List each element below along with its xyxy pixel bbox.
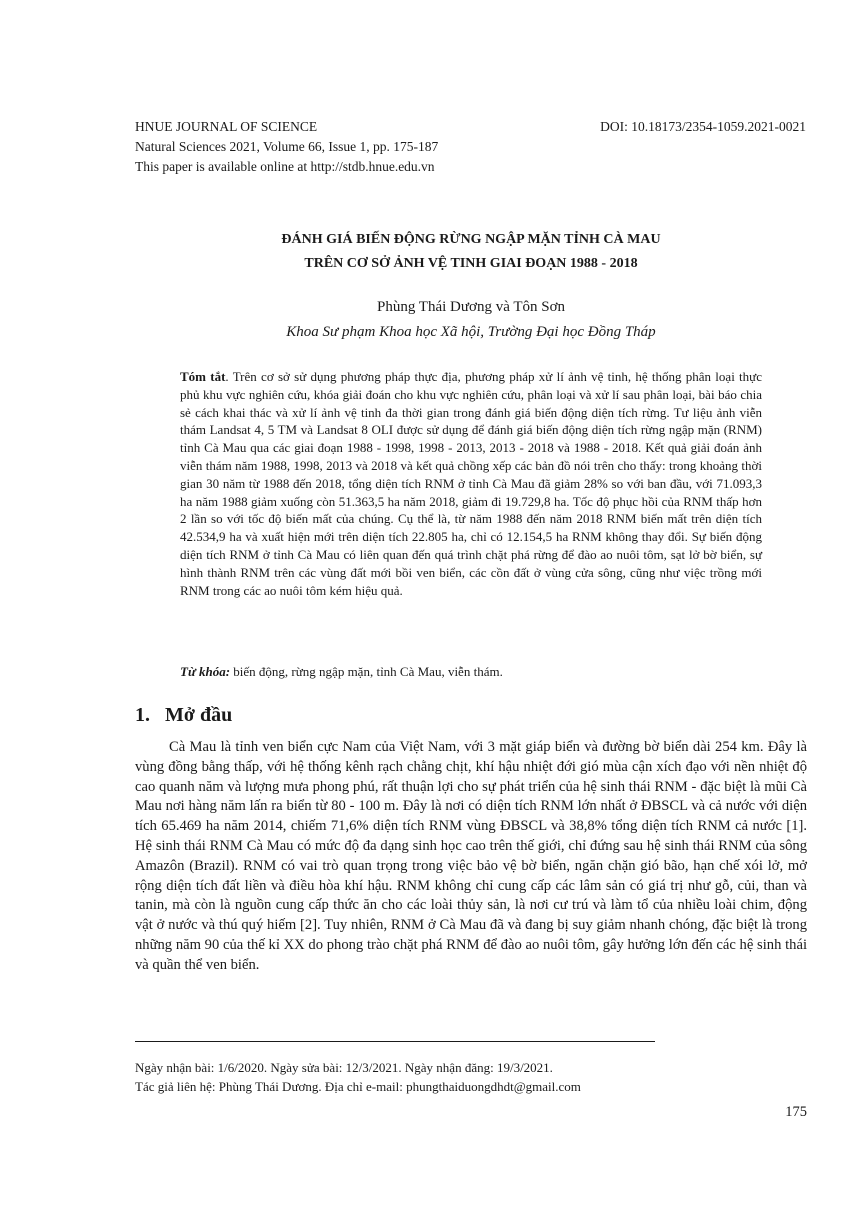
footnote-dates: Ngày nhận bài: 1/6/2020. Ngày sửa bài: 12/3/2021. Ngày nhận đăng: 19/3/2021. [135, 1060, 553, 1075]
keywords-label: Từ khóa: [180, 664, 231, 679]
footnote-divider [135, 1041, 655, 1042]
title-line-2: TRÊN CƠ SỞ ẢNH VỆ TINH GIAI ĐOẠN 1988 - 2018 [304, 256, 638, 271]
abstract-label: Tóm tắt [180, 369, 226, 384]
abstract-text: . Trên cơ sở sử dụng phương pháp thực địa, phương pháp xử lí ảnh vệ tinh, hệ thống phân loại thực phủ khu vực nghiên cứu, khóa giải đoán cho khu vực nghiên cứu, phân loại và xử lí sau phân loại, bài báo chia sẻ cách khai thác và xử lí ảnh vệ tinh đa thời gian trong đánh giá biến động diện tích rừng. Tư liệu ảnh viễn thám Landsat 4, 5 TM và Landsat 8 OLI được sử dụng để đánh giá biến động diện tích rừng ngập mặn (RNM) tỉnh Cà Mau qua các giai đoạn 1988 - 1998, 1998 - 2013, 2013 - 2018 và 1988 - 2018. Kết quả giải đoán ảnh viễn thám năm 1988, 1998, 2013 và 2018 và kết quả chồng xếp các bản đồ nói trên cho thấy: trong khoảng thời gian 30 năm từ 1988 đến 2018, tổng diện tích RNM ở tỉnh Cà Mau đã giảm 28% so với ban đầu, với 71.093,3 ha năm 1988 giảm xuống còn 51.363,5 ha năm 2018, giảm đi 19.729,8 ha. Tốc độ phục hồi của RNM thấp hơn 2 lần so với tốc độ biến mất của chúng. Cụ thể là, từ năm 1988 đến năm 2018 RNM biến mất trên diện tích 42.534,9 ha và xuất hiện mới trên diện tích 22.805 ha, chỉ có 12.154,5 ha RNM không thay đổi. Sự biến động diện tích RNM ở tỉnh Cà Mau có liên quan đến quá trình chặt phá rừng để đào ao nuôi tôm, sạt lở bờ biển, sự hình thành RNM trên các vùng đất mới bồi ven biển, các cồn đất ở vùng cửa sông, cũng như việc trồng mới RNM trong các ao nuôi tôm kém hiệu quả. [180, 369, 762, 598]
doi: DOI: 10.18173/2354-1059.2021-0021 [600, 119, 806, 134]
footnote-contact: Tác giả liên hệ: Phùng Thái Dương. Địa chỉ e-mail: phungthaiduongdhdt@gmail.com [135, 1079, 581, 1094]
keywords-text: biến động, rừng ngập mặn, tỉnh Cà Mau, viễn thám. [230, 664, 503, 679]
keywords [180, 663, 762, 681]
section-paragraph: Cà Mau là tỉnh ven biển cực Nam của Việt Nam, với 3 mặt giáp biển và đường bờ biển dài 254 km. Đây là vùng đồng bằng thấp, với hệ thống kênh rạch chằng chịt, khí hậu nhiệt đới gió mùa cận xích đạo với nền nhiệt độ cao quanh năm và lượng mưa phong phú, rất thuận lợi cho sự phát triển của hệ sinh thái RNM - đặc biệt là mũi Cà Mau nơi hàng năm lấn ra biển từ 80 - 100 m. Đây là nơi có diện tích RNM lớn nhất ở ĐBSCL và cả nước với diện tích 65.469 ha năm 2014, chiếm 71,6% diện tích RNM vùng ĐBSCL và 38,8% tổng diện tích RNM cả nước [1]. Hệ sinh thái RNM Cà Mau có mức độ đa dạng sinh học cao trên thế giới, chỉ đứng sau hệ sinh thái RNM của sông Amazôn (Brazil). RNM có vai trò quan trọng trong việc bảo vệ bờ biển, ngăn chặn gió bão, hạn chế xói lở, mở rộng diện tích đất liền và điều hòa khí hậu. RNM không chỉ cung cấp các lâm sản có giá trị như gỗ, củi, than và tanin, mà còn là nguồn cung cấp thức ăn cho các loài thủy sản, là nơi cư trú và làm tổ của nhiều loài chim, động vật ở nước và thú quý hiếm [2]. Tuy nhiên, RNM ở Cà Mau đã và đang bị suy giảm nhanh chóng, đặc biệt là trong những năm 90 của thế kỉ XX do phong trào chặt phá RNM để đào ao nuôi tôm, gây hưởng lớn đến các hệ sinh thái và quần thể ven biển. [135, 739, 807, 973]
page-number: 175 [785, 1104, 807, 1120]
title-line-1: ĐÁNH GIÁ BIẾN ĐỘNG RỪNG NGẬP MẶN TỈNH CÀ MAU [281, 232, 661, 247]
paper-title [135, 228, 807, 276]
online-notice: This paper is available online at http://stdb.hnue.edu.vn [135, 159, 435, 174]
journal-volume: Natural Sciences 2021, Volume 66, Issue 1, pp. 175-187 [135, 139, 439, 154]
authors: Phùng Thái Dương và Tôn Sơn [376, 299, 566, 315]
abstract [180, 368, 762, 599]
journal-name: HNUE JOURNAL OF SCIENCE [135, 119, 318, 134]
affiliation: Khoa Sư phạm Khoa học Xã hội, Trường Đại học Đồng Tháp [286, 324, 656, 340]
section-heading: 1. Mở đầu [135, 704, 233, 726]
